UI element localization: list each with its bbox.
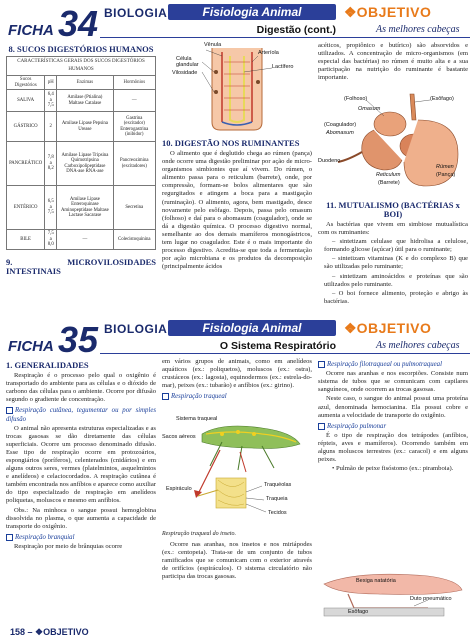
ficha34-middle-column xyxy=(162,136,312,272)
checkbox-icon xyxy=(6,407,13,414)
paragraph: Respiração é o processo pelo qual o oxigênio é transportado do ambiente para as células e o dióxido de carbono das células para o ambiente. Ocorre por difusão segundo o gradiente de concentração. xyxy=(6,372,156,404)
paragraph: em vários grupos de animais, como em anelídeos aquáticos (ex.: poliquetos), moluscos (ex.: ostra), crustáceos (ex.: lagosta), equinodermos (ex.: estrela-do-mar), peixes (ex.: tubarão) e anfíbios (ex.: girino). xyxy=(162,358,312,390)
list-item: – O boi fornece alimento, proteção e abrigo às bactérias. xyxy=(324,289,468,305)
label-tecidos: Tecidos xyxy=(268,510,287,516)
table-header: Hormônios xyxy=(113,76,155,90)
checkbox-icon xyxy=(318,423,325,430)
ficha-subtitle: O Sistema Respiratório xyxy=(219,340,336,352)
page-footer xyxy=(10,627,89,638)
table-title: CARACTERÍSTICAS GERAIS DOS SUCOS DIGESTÓRIOS HUMANOS xyxy=(6,56,156,75)
table-row: PANCREÁTICO 7,8 a 8,2 Amilase Lipase Tripsina Quimotripsina Carboxipolipeptidase DNA-ase RNA-ase Pancreozimina (excitadores) xyxy=(7,142,156,186)
villus-diagram xyxy=(162,42,312,134)
section-title: 8. SUCOS DIGESTÓRIOS HUMANOS xyxy=(8,44,154,54)
ficha34-left-column xyxy=(6,42,156,278)
label-abomasum: Abomasum xyxy=(326,130,354,136)
figure-caption: Respiração traqueal do inseto. xyxy=(162,531,236,537)
paragraph: O animal não apresenta estruturas especializadas e as trocas gasosas se dão diretamente das células superficiais. Ocorre um processo denominado difusão. Esse tipo de respiração ocorre em protozoários, espongiários (poríferos), celenterados (cnidários) e em alguns outros seres, vermes (platelmintos, asquelmintos e anelídeos) e celaciocordados. A respiração cutânea é também encontrada nos anfíbios e aparece como auxiliar do tipo especializado de respiração em anelídeos poliquetas, moluscos e mesmo em anfíbios. xyxy=(6,424,156,505)
header-rule xyxy=(100,353,470,354)
paragraph: As bactérias que vivem em simbiose mutualística com os ruminantes: xyxy=(318,221,468,237)
paragraph: O alimento que é deglutido chega ao rúmen (pança) onde ocorre uma digestão preliminar por ação de micro-organismos simbiontes que aí vivem. Do rúmen, o alimento passa para o reticulum (barrete), onde, por compressão, formam-se bolos alimentares que são regurgitados e atingem a boca para a mastigação (ruminação). O alimento, agora, bem mastigado, desce novamente pelo esôfago. Depois, passa pelo omasum (folhoso) e daí para o abomasum (coagulador), onde se dá a digestão química. O processo digestivo normal, semelhante ao dos demais mamíferos monogástricos, tem lugar no coagulador. Este é o mais importante do processo digestivo. Acredita-se que toda a fermentação por ação microbiana e os produtos da decomposição (principalmente ácidos xyxy=(162,150,312,271)
digestive-juices-table xyxy=(6,75,156,250)
paragraph: É o tipo de respiração dos tetrápodes (anfíbios, répteis, aves e mamíferos). Ocorrendo também em alguns moluscos terrestres (ex.: caracol) e em alguns peixes. xyxy=(318,431,468,464)
obs-paragraph: Obs.: Na minhoca o sangue possui hemoglobina dissolvida no plasma, o que aumenta a capacidade de transporte do oxigênio. xyxy=(6,506,156,530)
fish-lung-diagram xyxy=(318,568,468,624)
list-item: – sintetizam celulase que hidrolisa a celulose, formando glicose (açúcar) útil para o ruminante; xyxy=(324,238,468,254)
label-vilosidade: Vilosidade xyxy=(172,70,198,76)
stomach-illustration xyxy=(318,90,468,194)
paragraph: Ocorre nas aranhas, nos insetos e nos miriápodes (ex.: centopeia). Trata-se de um conjunto de tubos ramificados que se comunicam com o exterior através de orifícios (espiráculos). O sistema circulatório não participa das trocas gasosas. xyxy=(162,541,312,581)
header-rule xyxy=(100,37,470,38)
label-duodeno: Duodeno xyxy=(318,158,341,164)
objetivo-logo: ❖OBJETIVO xyxy=(344,320,432,336)
label-reticulum: Reticulum xyxy=(376,172,401,178)
subsection-title: Respiração pulmonar xyxy=(318,423,468,431)
table-row: BILE 7,5 a 8,0 — Colecistoquinina xyxy=(7,230,156,250)
list-item: – sintetizam aminoácidos e proteínas que são utilizados pelo ruminante. xyxy=(324,272,468,288)
label-traqueolas: Traquéolas xyxy=(264,482,292,488)
tagline: As melhores cabeças xyxy=(376,340,460,351)
subject-label: BIOLOGIA xyxy=(104,322,168,336)
ficha-word: FICHA xyxy=(8,338,54,355)
grasshopper-illustration xyxy=(162,412,312,530)
paragraph: acéticos, propiônico e butírico) são absorvidos e utilizados. A concentração de micro-organismos (em especial das bactérias) no rúmen é muito alta e a sua participação na nutrição do ruminante é bastante importante. xyxy=(318,42,468,82)
section-bar: Fisiologia Animal xyxy=(168,4,336,20)
subsection-title: Respiração cutânea, tegumentar ou por simples difusão xyxy=(6,407,156,423)
section-title: 11. MUTUALISMO (BACTÉRIAS x BOI) xyxy=(326,200,460,219)
label-celula-glandular: Célula glandular xyxy=(176,56,199,68)
ficha35-middle-column-bottom xyxy=(162,530,312,583)
label-bexiga-natatoria: Bexiga natatória xyxy=(356,578,396,584)
label-esofago-peixe: Esôfago xyxy=(348,609,369,615)
label-folhoso: (Folhoso) xyxy=(344,96,368,102)
ficha34-right-column-bottom xyxy=(318,198,468,307)
insect-tracheal-diagram xyxy=(162,412,312,530)
table-row: SALIVA 6,4 a 7,5 Amilase (Ptialina) Maltase Catalase — xyxy=(7,90,156,112)
section-title: 9. MICROVILOSIDADES INTESTINAIS xyxy=(6,256,156,276)
label-arteriola: Arteríola xyxy=(258,50,279,56)
list-item: – sintetizam vitaminas (K e do complexo B) que são utilizadas pelo ruminante; xyxy=(324,255,468,271)
table-header: Sucos Digestórios xyxy=(7,76,45,90)
section-title: 10. DIGESTÃO NOS RUMINANTES xyxy=(162,138,300,148)
subject-label: BIOLOGIA xyxy=(104,6,168,20)
section-bar: Fisiologia Animal xyxy=(168,320,336,336)
label-sistema-traqueal: Sistema traqueal xyxy=(176,416,218,422)
ficha-number: 34 xyxy=(58,3,99,44)
table-row: ENTÉRICO 6,5 a 7,5 Amilase Lipase Enteroquinase Aminopeptidase Maltase Lactase Sacarase Secretina xyxy=(7,186,156,230)
logo-arrow-icon: ❖ xyxy=(344,320,357,336)
ficha-34-header xyxy=(0,0,474,44)
ficha35-left-column xyxy=(6,358,156,552)
logo-arrow-icon: ❖ xyxy=(344,4,357,20)
label-traqueia: Traqueia xyxy=(266,496,288,502)
ruminant-stomach-diagram xyxy=(318,90,468,194)
footer-logo-icon: ❖ xyxy=(35,627,44,637)
ficha-35-header xyxy=(0,316,474,360)
table-header: pH xyxy=(45,76,57,90)
objetivo-logo: ❖OBJETIVO xyxy=(344,4,432,20)
ficha34-right-column xyxy=(318,42,468,83)
list-item: • Pulmão de peixe fisóstomo (ex.: piramboia). xyxy=(332,465,454,473)
tagline: As melhores cabeças xyxy=(376,24,460,35)
ficha-subtitle: Digestão (cont.) xyxy=(256,24,336,36)
label-rumen: Rúmen xyxy=(436,164,454,170)
label-esofago: (Esôfago) xyxy=(430,96,454,102)
label-sacos-aereos: Sacos aéreos xyxy=(162,434,196,440)
subsection-title: Respiração branquial xyxy=(6,534,156,542)
label-lactifero: Lactífero xyxy=(272,64,294,70)
label-venula: Vênula xyxy=(204,42,222,48)
label-omasum: Omasum xyxy=(358,106,381,112)
table-header: Enzimas xyxy=(57,76,113,90)
ficha35-middle-column xyxy=(162,358,312,403)
label-coagulador: (Coagulador) xyxy=(324,122,357,128)
label-duto-pneumatico: Duto pneumático xyxy=(410,596,452,602)
paragraph: Ocorre nas aranhas e nos escorpiões. Consiste num sistema de tubos que se comunicam com capilares sanguíneos, onde ocorrem as trocas gasosas. xyxy=(318,370,468,394)
subsection-title: Respiração filotraqueal ou pulmotraqueal xyxy=(318,361,468,369)
checkbox-icon xyxy=(318,361,325,368)
table-row: GÁSTRICO 2 Amilase Lipase Pepsina Urease Gastrina (excitador) Enterogastrina (inibidor) xyxy=(7,112,156,142)
footer-logo: OBJETIVO xyxy=(43,627,89,637)
page-number: 158 – xyxy=(10,627,33,637)
subsection-title: Respiração traqueal xyxy=(162,393,312,401)
paragraph: Respiração por meio de brânquias ocorre xyxy=(14,543,123,550)
label-barrete: (Barrete) xyxy=(378,180,400,186)
label-espiraculo: Espiráculo xyxy=(166,486,192,492)
paragraph: Neste caso, o sangue do animal possui uma proteína azul, denominada hemocianina. Ela possui cobre e aumenta a velocidade de transporte do oxigênio. xyxy=(318,395,468,419)
label-panca: (Pança) xyxy=(436,172,456,178)
checkbox-icon xyxy=(6,534,13,541)
ficha-number: 35 xyxy=(58,319,99,360)
ficha35-right-column xyxy=(318,358,468,474)
ficha-word: FICHA xyxy=(8,22,54,39)
checkbox-icon xyxy=(162,393,169,400)
section-title: 1. GENERALIDADES xyxy=(6,360,89,370)
